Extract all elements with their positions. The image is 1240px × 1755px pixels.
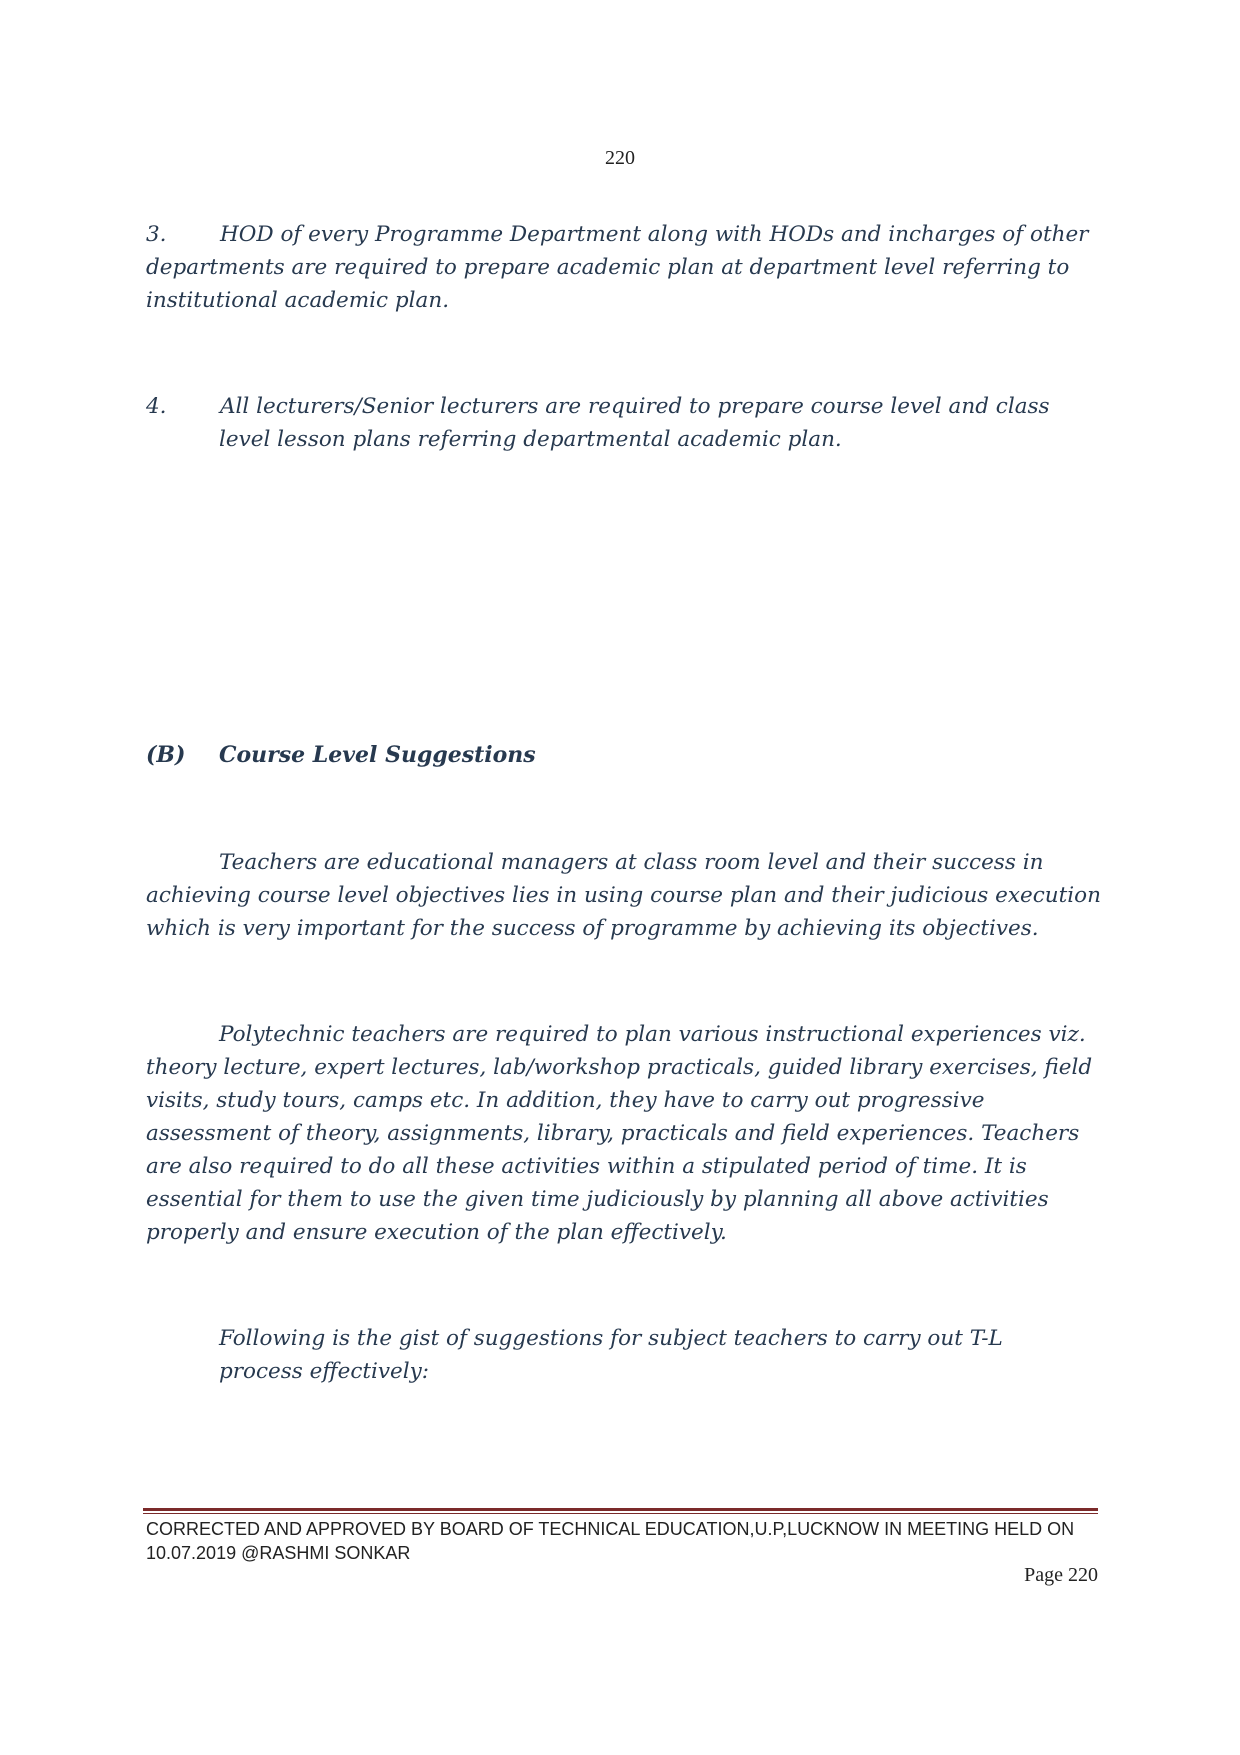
- paragraph-gist: Following is the gist of suggestions for subject teachers to carry out T-L process effectively:: [219, 1326, 1003, 1384]
- list-item-3: [146, 218, 1106, 317]
- section-heading: [146, 742, 536, 768]
- footer-page-number: Page 220: [1024, 1564, 1098, 1586]
- footer-divider-thin: [143, 1513, 1098, 1514]
- section-title: Course Level Suggestions: [219, 742, 536, 768]
- list-item-number: 4.: [146, 394, 167, 419]
- list-item-text: All lecturers/Senior lecturers are required to prepare course level and class level lesson plans referring departmental academic plan.: [219, 394, 1050, 452]
- list-item-text: HOD of every Programme Department along with HODs and incharges of other departments are required to prepare academic plan at department level referring to institutional academic plan.: [146, 222, 1089, 313]
- footer-approval-text: CORRECTED AND APPROVED BY BOARD OF TECHNICAL EDUCATION,U.P,LUCKNOW IN MEETING HELD ON 10.07.2019 @RASHMI SONKAR: [146, 1519, 1075, 1563]
- paragraph-teachers: Teachers are educational managers at class room level and their success in achieving course level objectives lies in using course plan and their judicious execution which is very important for the success of programme by achieving its objectives.: [146, 850, 1101, 941]
- paragraph-polytechnic: Polytechnic teachers are required to plan various instructional experiences viz. theory lecture, expert lectures, lab/workshop practicals, guided library exercises, field visits, study tours, camps etc. In addition, they have to carry out progressive assessment of theory, assignments, library, practicals and field experiences. Teachers are also required to do all these activities within a stipulated period of time. It is essential for them to use the given time judiciously by planning all above activities properly and ensure execution of the plan effectively.: [146, 1022, 1093, 1245]
- page-number-top: 220: [605, 147, 635, 169]
- footer-divider: [143, 1508, 1098, 1511]
- list-item-number: 3.: [146, 222, 167, 247]
- section-letter: (B): [146, 742, 186, 768]
- list-item-4: [146, 390, 1106, 456]
